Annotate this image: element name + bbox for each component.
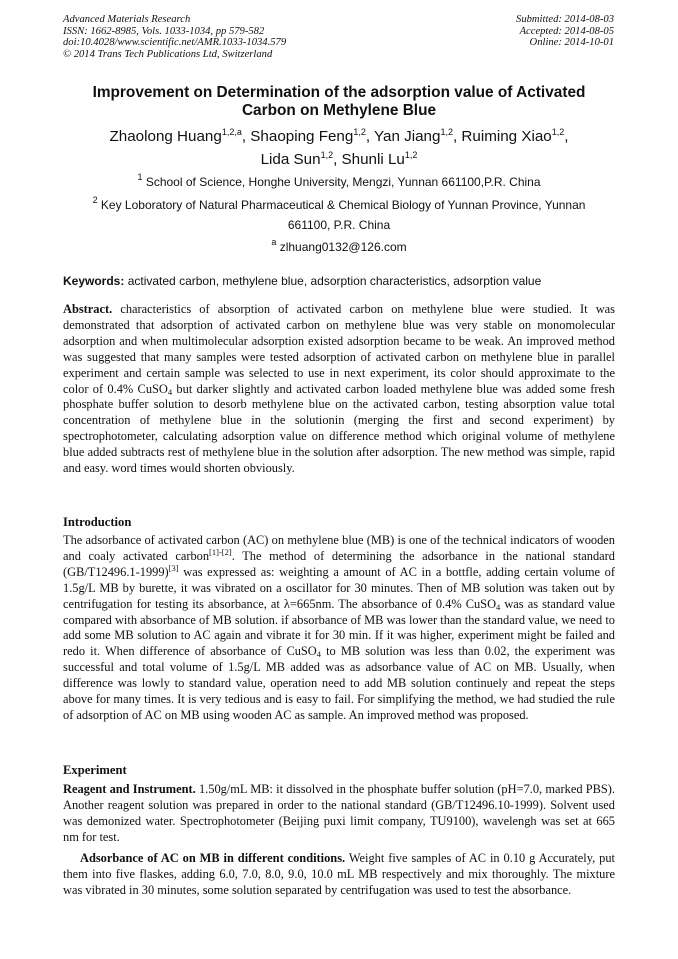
author-separator: , xyxy=(333,151,342,168)
publication-dates xyxy=(516,14,614,49)
introduction-paragraph xyxy=(63,533,615,724)
author-name: Yan Jiang xyxy=(374,128,441,145)
email-mark: a xyxy=(271,237,277,247)
reagents-label: Reagent and Instrument. xyxy=(63,782,196,796)
title-line-2: Carbon on Methylene Blue xyxy=(241,102,437,119)
affiliation-2 xyxy=(63,195,615,235)
subscript: 4 xyxy=(167,386,173,397)
author-affiliation-mark: 1,2 xyxy=(440,127,453,137)
abstract-text-part-2: but darker slightly and activated carbon loaded methylene blue was added some fresh phosphate buffer solution to desorb methylene blue on the activated carbon, testing absorption value total concentration of methylene blue in the solutionin (merging the first and second experiment) by spectrophotometer, calculating adsorption value on difference method which original volume of methylene blue added subtracts rest of methylene blue in the solution after adsorption. The new method was simple, rapid and easy. word times would shorten obviously. xyxy=(63,381,615,476)
author-name: Shaoping Feng xyxy=(250,128,354,145)
affiliation-text: School of Science, Honghe University, Mengzi, Yunnan 661100,P.R. China xyxy=(145,175,541,189)
online-date: Online: 2014-10-01 xyxy=(529,37,614,49)
journal-name: Advanced Materials Research xyxy=(63,14,191,25)
abstract xyxy=(63,302,615,477)
affiliation-text-line-1: Key Loboratory of Natural Pharmaceutical & Chemical Biology of Yunnan Province, Yunnan xyxy=(100,198,586,212)
intro-text: to MB solution was less than 0.02, the experiment was successful and total volume of 1.5g/L MB added was as adsorbance value of AC on MB. Usually, when difference was lowly to standard value, operation need to add MB solution continuely and repeat the steps above for many times. It is very tedious and is easy to fail. For simplifying the method, we had studied the rule of adsorption of AC on MB using wooden AC as sample. An improved method was proposed. xyxy=(63,644,616,722)
author-affiliation-mark: 1,2 xyxy=(404,150,418,160)
adsorbance-label: Adsorbance of AC on MB in different conditions. xyxy=(80,851,346,865)
author-line-2 xyxy=(63,148,615,171)
intro-text: The adsorbance of activated carbon (AC) on methylene blue (MB) is one of the technical indicators of wooden and coaly activated carbon xyxy=(63,533,615,563)
journal-doi: doi:10.4028/www.scientific.net/AMR.1033-1034.579 xyxy=(63,37,287,49)
author-list xyxy=(63,125,615,171)
reagents-text: 1.50g/mL MB: it dissolved in the phosphate buffer solution (pH=7.0, marked PBS). Another reagent solution was prepared in order to the national standard (GB/T12496.10-1999). Solvent used was demonized water. Spectrophotometer (Beijing puxi limit company, TU9100), wavelengh was set at 665 nm for test. xyxy=(63,782,615,844)
subscript: 4 xyxy=(316,649,321,660)
adsorbance-text: Weight five samples of AC in 0.10 g Accurately, put them into five flaskes, adding 6.0, 7.0, 8.0, 9.0, 10.0 mL MB respectively and mix thoroughly. The mixture was vibrated in 30 minutes, some solution separated by centrifugation was used to test the absorbance. xyxy=(63,851,615,897)
email-address: zlhuang0132@126.com xyxy=(279,240,407,254)
author-separator: , xyxy=(365,128,375,145)
intro-text: was as standard value compared with absorbance of MB solution. if absorbance of MB was lower than the standard value, we need to add some MB solution to AC again and vibrate it for 30 min. If it was higher, experiment might be failed and redo it. When difference of absorbance of CuSO xyxy=(63,596,615,659)
corresponding-email xyxy=(63,237,615,257)
author-affiliation-mark: 1,2 xyxy=(551,127,565,137)
author-name: Shunli Lu xyxy=(341,151,405,168)
affiliation-1 xyxy=(63,172,615,192)
accepted-date: Accepted: 2014-08-05 xyxy=(519,25,614,37)
author-name: Lida Sun xyxy=(260,151,321,168)
author-line-1 xyxy=(63,125,615,148)
journal-copyright: © 2014 Trans Tech Publications Ltd, Switzerland xyxy=(63,48,273,60)
title-line-1: Improvement on Determination of the adsorption value of Activated xyxy=(92,84,586,101)
introduction-heading: Introduction xyxy=(63,515,132,529)
affiliation-text-line-2: 661100, P.R. China xyxy=(287,218,391,232)
author-separator: , xyxy=(452,128,462,145)
author-name: Ruiming Xiao xyxy=(461,128,552,145)
author-separator: , xyxy=(564,128,569,145)
keywords-text: activated carbon, methylene blue, adsorption characteristics, adsorption value xyxy=(127,274,542,288)
citation: [1]-[2] xyxy=(209,546,232,557)
abstract-text-part-1: characteristics of absorption of activated carbon on methylene blue were studied. It was demonstrated that adsorption of activated carbon on methylene blue was very stable on monomolecular adsorption and when multimolecular adsorption existed adsorption became to be weak. An improved method was suggested that many samples were tested adsorption of activated carbon on methylene blue in parallel experiment and certain sample was selected to use in next experiment, its color should approximate to the color of 0.4% CuSO xyxy=(63,302,615,396)
journal-header xyxy=(63,14,614,60)
experiment-paragraph-adsorbance xyxy=(63,851,615,899)
submitted-date: Submitted: 2014-08-03 xyxy=(516,14,614,25)
author-affiliation-mark: 1,2,a xyxy=(221,127,242,137)
author-affiliation-mark: 1,2 xyxy=(353,127,366,137)
experiment-paragraph-reagents xyxy=(63,782,615,846)
paper-title xyxy=(63,84,615,120)
journal-info xyxy=(63,14,286,60)
keywords-label: Keywords: xyxy=(63,274,125,288)
affiliation-mark: 1 xyxy=(137,172,143,182)
intro-text: was expressed as: weighting a amount of AC in a bottfle, adding certain volume of 1.5g/L MB by burette, it was vibrated on a oscillator for 30 minutes. Then of MB solution was taken out by centrifugation for testing its absorbance, at λ=665nm. The absorbance of 0.4% CuSO xyxy=(63,564,615,611)
author-affiliation-mark: 1,2 xyxy=(320,150,334,160)
subscript: 4 xyxy=(496,601,501,612)
affiliation-mark: 2 xyxy=(92,195,98,205)
author-name: Zhaolong Huang xyxy=(109,128,222,145)
experiment-heading: Experiment xyxy=(63,763,127,777)
keywords xyxy=(63,273,615,289)
intro-text: . The method of determining the adsorbance in the national standard (GB/T12496.1-1999) xyxy=(63,548,615,579)
journal-issn: ISSN: 1662-8985, Vols. 1033-1034, pp 579-582 xyxy=(63,25,265,37)
citation: [3] xyxy=(168,562,179,573)
author-separator: , xyxy=(241,128,251,145)
abstract-label: Abstract. xyxy=(63,302,113,316)
